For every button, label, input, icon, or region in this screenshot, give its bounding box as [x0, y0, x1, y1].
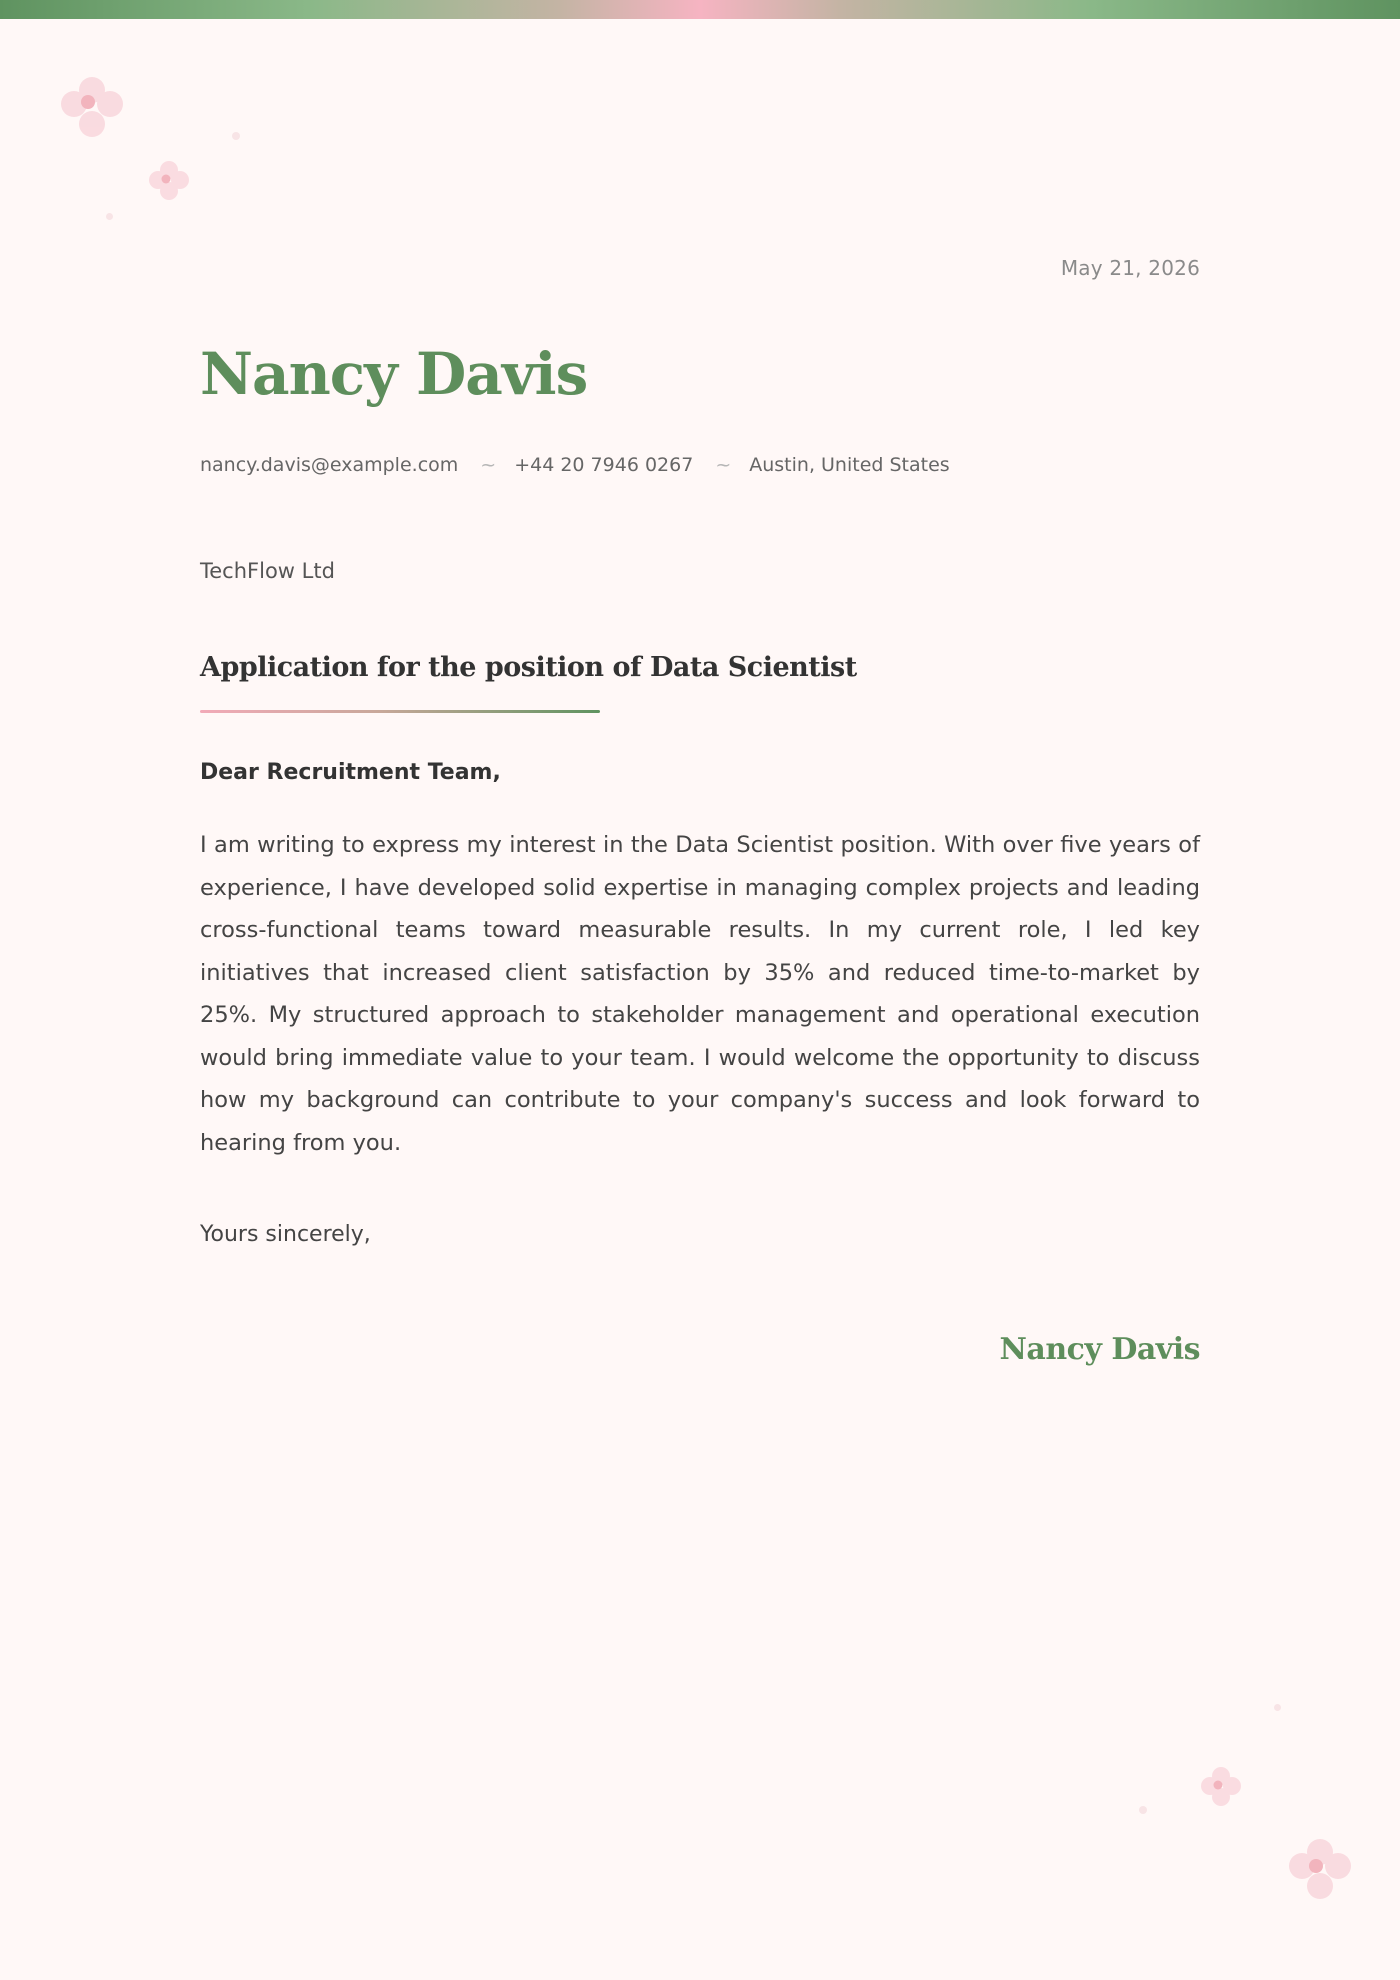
signature: Nancy Davis: [999, 1332, 1200, 1367]
contact-separator: ~: [480, 454, 497, 476]
letter-subject: Application for the position of Data Scientist: [200, 652, 857, 683]
decorative-dot: [106, 213, 113, 220]
decorative-dot: [1274, 1704, 1281, 1711]
flower-icon: [146, 158, 192, 204]
recipient-company: TechFlow Ltd: [200, 559, 335, 583]
flower-icon: [1284, 1834, 1356, 1906]
sender-location: Austin, United States: [749, 454, 950, 476]
contact-separator: ~: [715, 454, 732, 476]
letter-body: I am writing to express my interest in the Data Scientist position. With over five years of experience, I have developed solid expertise in managing complex projects and leading cross-functional teams toward measurable results. In my current role, I led key initiatives that increased client satisfaction by 35% and reduced time-to-market by 25%. My structured approach to stakeholder management and operational execution would bring immediate value to your team. I would welcome the opportunity to discuss how my background can contribute to your company's success and look forward to hearing from you.: [200, 832, 1200, 1156]
top-gradient-bar: [0, 0, 1400, 19]
flower-icon: [56, 72, 128, 144]
sender-phone[interactable]: +44 20 7946 0267: [514, 454, 694, 476]
sender-email[interactable]: nancy.davis@example.com: [200, 454, 459, 476]
decorative-dot: [232, 132, 240, 140]
salutation: Dear Recruitment Team,: [200, 760, 501, 785]
sender-name: Nancy Davis: [200, 340, 588, 408]
subject-underline: [200, 710, 600, 713]
flower-icon: [1198, 1764, 1244, 1810]
contact-line: [200, 454, 950, 476]
closing: Yours sincerely,: [200, 1222, 371, 1247]
decorative-dot: [1139, 1806, 1147, 1814]
letter-date: May 21, 2026: [1060, 256, 1200, 280]
